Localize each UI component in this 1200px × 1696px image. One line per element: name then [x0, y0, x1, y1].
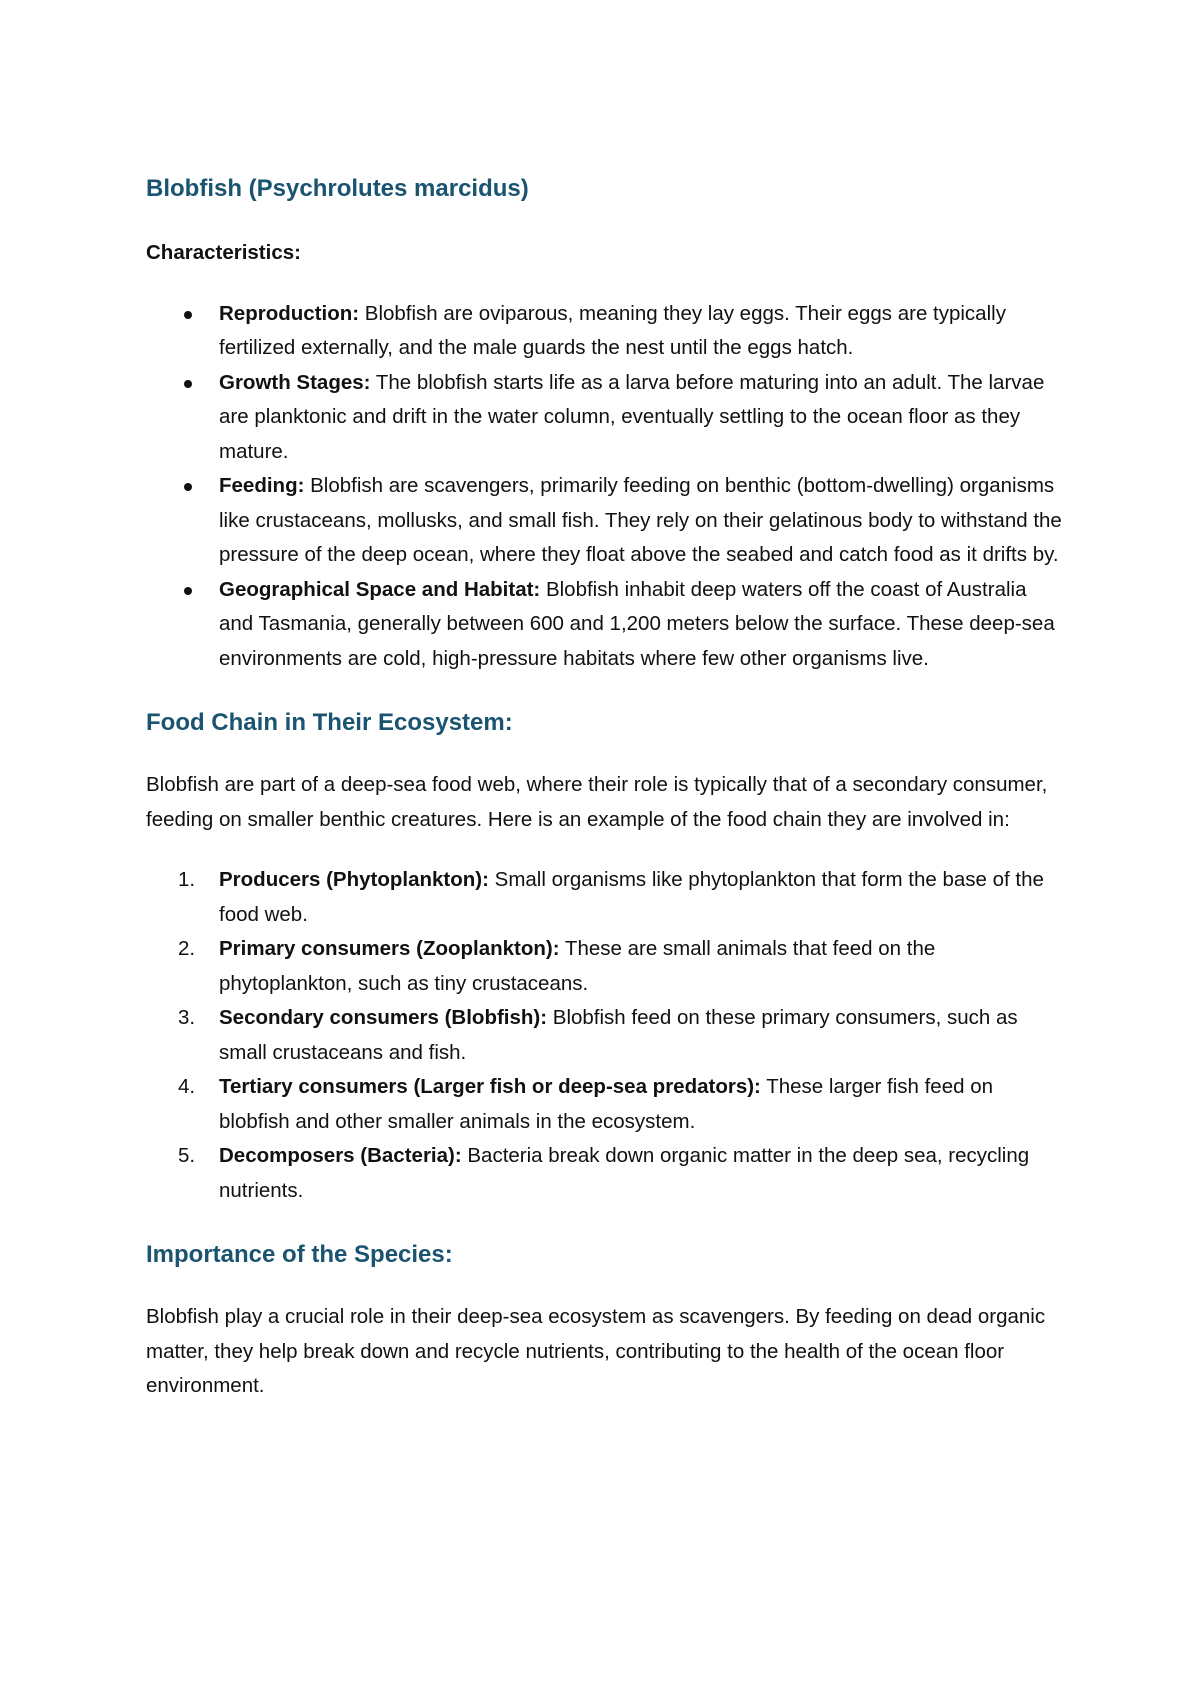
- item-number: 5.: [178, 1144, 196, 1167]
- characteristics-list: [146, 297, 1066, 677]
- list-item: [146, 366, 1066, 470]
- item-text: These are small animals that feed on the phytoplankton, such as tiny crustaceans.: [219, 937, 936, 995]
- item-text: The blobfish starts life as a larva before maturing into an adult. The larvae are planktonic and drift in the water column, eventually settling to the ocean floor as they mature.: [219, 370, 1045, 463]
- item-term: Geographical Space and Habitat:: [219, 577, 541, 601]
- item-term: Producers (Phytoplankton):: [219, 868, 489, 891]
- list-item: [146, 863, 1066, 932]
- item-text: These larger fish feed on blobfish and other smaller animals in the ecosystem.: [219, 1075, 993, 1133]
- item-number: 1.: [178, 868, 196, 891]
- importance-paragraph: Blobfish play a crucial role in their deep-sea ecosystem as scavengers. By feeding on dead organic matter, they help break down and recycle nutrients, contributing to the health of the ocean floor environment.: [146, 1305, 1046, 1397]
- item-term: Primary consumers (Zooplankton):: [219, 937, 560, 960]
- food-chain-intro: Blobfish are part of a deep-sea food web, where their role is typically that of a secondary consumer, feeding on smaller benthic creatures. Here is an example of the food chain they are involved in:: [146, 773, 1048, 831]
- list-item: [146, 573, 1066, 677]
- food-chain-list: [146, 863, 1066, 1208]
- item-term: Decomposers (Bacteria):: [219, 1144, 462, 1167]
- list-item: [146, 932, 1066, 1001]
- list-item: [146, 297, 1066, 366]
- list-item: [146, 1139, 1066, 1208]
- item-number: 3.: [178, 1006, 196, 1029]
- item-term: Secondary consumers (Blobfish):: [219, 1006, 548, 1029]
- item-term: Feeding:: [219, 474, 305, 497]
- document-page: [146, 172, 1066, 1404]
- item-text: Bacteria break down organic matter in the deep sea, recycling nutrients.: [219, 1144, 1030, 1202]
- characteristics-label: Characteristics:: [146, 241, 301, 264]
- bullet-icon: [184, 587, 192, 595]
- bullet-icon: [184, 380, 192, 388]
- item-number: 4.: [178, 1075, 196, 1098]
- importance-heading: Importance of the Species:: [146, 1241, 453, 1268]
- list-item: [146, 469, 1066, 573]
- item-text: Small organisms like phytoplankton that form the base of the food web.: [219, 868, 1044, 926]
- bullet-icon: [184, 311, 192, 319]
- item-term: Growth Stages:: [219, 370, 371, 394]
- list-item: [146, 1070, 1066, 1139]
- item-term: Tertiary consumers (Larger fish or deep-sea predators):: [219, 1075, 761, 1098]
- list-item: [146, 1001, 1066, 1070]
- document-title: Blobfish (Psychrolutes marcidus): [146, 175, 529, 202]
- bullet-icon: [184, 483, 192, 491]
- item-text: Blobfish are scavengers, primarily feeding on benthic (bottom-dwelling) organisms like crustaceans, mollusks, and small fish. They rely on their gelatinous body to withstand the pressure of the deep ocean, where they float above the seabed and catch food as it drifts by.: [219, 474, 1062, 566]
- item-text: Blobfish feed on these primary consumers, such as small crustaceans and fish.: [219, 1006, 1018, 1064]
- item-text: Blobfish are oviparous, meaning they lay eggs. Their eggs are typically fertilized externally, and the male guards the nest until the eggs hatch.: [219, 301, 1006, 359]
- item-term: Reproduction:: [219, 301, 360, 325]
- food-chain-heading: Food Chain in Their Ecosystem:: [146, 709, 513, 736]
- item-text: Blobfish inhabit deep waters off the coast of Australia and Tasmania, generally between 600 and 1,200 meters below the surface. These deep-sea environments are cold, high-pressure habitats where few other organisms live.: [219, 577, 1055, 670]
- item-number: 2.: [178, 937, 196, 960]
